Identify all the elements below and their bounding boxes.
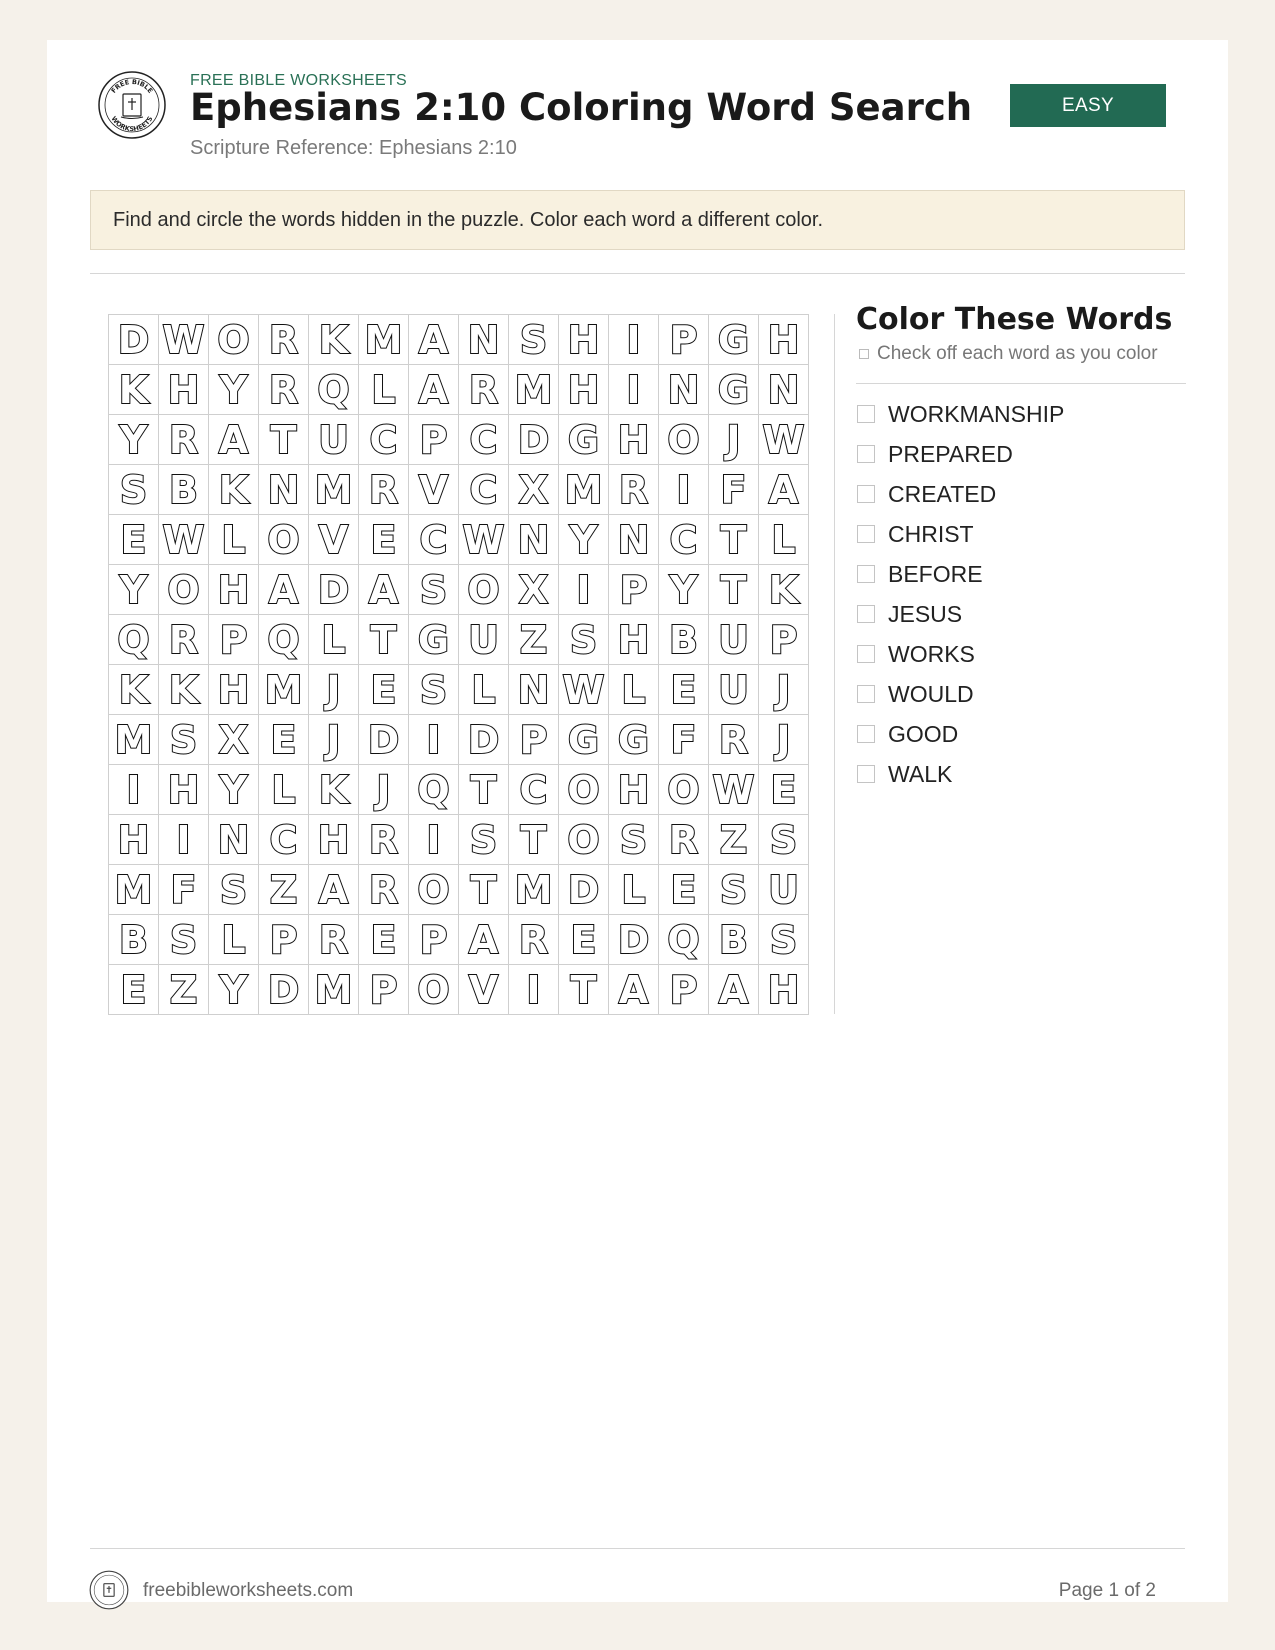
grid-cell[interactable]: N [659,365,709,415]
grid-cell[interactable]: P [259,915,309,965]
grid-cell[interactable]: Y [109,415,159,465]
grid-cell[interactable]: H [209,565,259,615]
grid-cell[interactable]: U [459,615,509,665]
grid-cell[interactable]: C [259,815,309,865]
grid-cell[interactable]: U [709,615,759,665]
grid-cell[interactable]: H [159,765,209,815]
grid-cell[interactable]: A [409,315,459,365]
grid-cell[interactable]: O [409,965,459,1015]
grid-cell[interactable]: H [209,665,259,715]
grid-cell[interactable]: O [559,765,609,815]
grid-cell[interactable]: I [409,815,459,865]
checkbox-icon [859,349,869,359]
grid-cell[interactable]: T [459,865,509,915]
grid-cell[interactable]: I [409,715,459,765]
grid-cell[interactable]: V [459,965,509,1015]
grid-cell[interactable]: M [359,315,409,365]
grid-cell[interactable]: Z [509,615,559,665]
grid-cell[interactable]: M [259,665,309,715]
grid-cell[interactable]: O [659,765,709,815]
word-list [856,394,1186,794]
grid-cell[interactable]: F [709,465,759,515]
grid-cell[interactable]: M [309,465,359,515]
grid-cell[interactable]: H [759,965,809,1015]
grid-cell[interactable]: S [759,915,809,965]
bible-logo-icon [97,70,167,140]
grid-cell[interactable]: L [309,615,359,665]
grid-cell[interactable]: H [609,615,659,665]
grid-cell[interactable]: E [759,765,809,815]
word-label: CREATED [888,480,997,507]
word-item[interactable] [856,594,1186,634]
grid-cell[interactable]: K [759,565,809,615]
grid-cell[interactable]: O [209,315,259,365]
header-divider [90,273,1185,274]
word-label: PREPARED [888,440,1013,467]
grid-cell[interactable]: Y [209,365,259,415]
word-label: GOOD [888,720,959,747]
grid-cell[interactable]: Y [109,565,159,615]
word-search-grid[interactable] [108,314,809,1015]
worksheet-page [47,40,1228,1602]
grid-cell[interactable]: S [159,915,209,965]
grid-cell[interactable]: T [709,515,759,565]
grid-cell[interactable]: D [359,715,409,765]
grid-cell[interactable]: Y [209,965,259,1015]
grid-cell[interactable]: R [359,465,409,515]
grid-cell[interactable]: C [459,465,509,515]
grid-cell[interactable]: S [709,865,759,915]
grid-cell[interactable]: M [109,715,159,765]
grid-cell[interactable]: C [509,765,559,815]
word-label: WOULD [888,680,974,707]
word-item[interactable] [856,474,1186,514]
grid-cell[interactable]: B [709,915,759,965]
word-item[interactable] [856,634,1186,674]
grid-cell[interactable]: E [259,715,309,765]
word-checkbox[interactable] [857,445,875,463]
word-checkbox[interactable] [857,605,875,623]
grid-cell[interactable]: X [209,715,259,765]
grid-cell[interactable]: Q [259,615,309,665]
grid-cell[interactable]: R [359,815,409,865]
grid-cell[interactable]: A [459,915,509,965]
grid-cell[interactable]: T [259,415,309,465]
grid-cell[interactable]: F [659,715,709,765]
grid-cell[interactable]: H [609,765,659,815]
grid-cell[interactable]: L [459,665,509,715]
grid-cell[interactable]: V [409,465,459,515]
grid-cell[interactable]: X [509,465,559,515]
grid-cell[interactable]: U [709,665,759,715]
grid-cell[interactable]: C [459,415,509,465]
grid-cell[interactable]: S [509,315,559,365]
grid-cell[interactable]: D [559,865,609,915]
word-checkbox[interactable] [857,565,875,583]
difficulty-badge: EASY [1010,84,1166,127]
word-label: WORKMANSHIP [888,400,1065,427]
grid-cell[interactable]: I [509,965,559,1015]
grid-cell[interactable]: T [459,765,509,815]
word-checkbox[interactable] [857,765,875,783]
grid-cell[interactable]: T [359,615,409,665]
word-checkbox[interactable] [857,525,875,543]
word-item[interactable] [856,674,1186,714]
grid-cell[interactable]: L [209,915,259,965]
grid-cell[interactable]: G [559,415,609,465]
grid-cell[interactable]: P [659,965,709,1015]
grid-cell[interactable]: E [559,915,609,965]
grid-cell[interactable]: P [659,315,709,365]
word-panel [856,302,1186,794]
word-checkbox[interactable] [857,725,875,743]
grid-cell[interactable]: G [709,315,759,365]
grid-cell[interactable]: N [259,465,309,515]
grid-cell[interactable]: O [459,565,509,615]
word-label: WORKS [888,640,975,667]
grid-cell[interactable]: D [459,715,509,765]
grid-cell[interactable]: R [159,615,209,665]
grid-cell[interactable]: W [159,315,209,365]
grid-cell[interactable]: A [309,865,359,915]
grid-cell[interactable]: F [159,865,209,915]
grid-cell[interactable]: I [659,465,709,515]
grid-cell[interactable]: N [509,515,559,565]
grid-cell[interactable]: R [309,915,359,965]
grid-cell[interactable]: Y [559,515,609,565]
grid-cell[interactable]: S [609,815,659,865]
footer-logo-icon [89,1570,129,1610]
grid-cell[interactable]: S [559,615,609,665]
grid-cell[interactable]: K [309,765,359,815]
grid-cell[interactable]: A [209,415,259,465]
grid-cell[interactable]: E [359,665,409,715]
grid-cell[interactable]: S [409,565,459,615]
word-label: WALK [888,760,953,787]
grid-cell[interactable]: J [709,415,759,465]
grid-cell[interactable]: M [509,365,559,415]
grid-cell[interactable]: B [109,915,159,965]
grid-cell[interactable]: Y [659,565,709,615]
grid-cell[interactable]: A [709,965,759,1015]
grid-cell[interactable]: L [609,665,659,715]
grid-cell[interactable]: L [359,365,409,415]
grid-cell[interactable]: U [309,415,359,465]
grid-cell[interactable]: A [259,565,309,615]
grid-cell[interactable]: L [759,515,809,565]
grid-cell[interactable]: K [309,315,359,365]
grid-cell[interactable]: E [109,515,159,565]
grid-cell[interactable]: Q [659,915,709,965]
grid-cell[interactable]: W [159,515,209,565]
grid-cell[interactable]: I [559,565,609,615]
grid-cell[interactable]: T [709,565,759,615]
word-panel-title: Color These Words [856,302,1173,337]
word-checkbox[interactable] [857,405,875,423]
grid-cell[interactable]: N [759,365,809,415]
word-label: BEFORE [888,560,983,587]
grid-cell[interactable]: M [309,965,359,1015]
grid-cell[interactable]: R [259,315,309,365]
word-item[interactable] [856,754,1186,794]
grid-cell[interactable]: A [759,465,809,515]
grid-cell[interactable]: M [559,465,609,515]
grid-cell[interactable]: P [609,565,659,615]
grid-cell[interactable]: J [309,665,359,715]
grid-cell[interactable]: C [409,515,459,565]
grid-cell[interactable]: H [559,365,609,415]
grid-cell[interactable]: E [659,665,709,715]
grid-cell[interactable]: H [309,815,359,865]
grid-cell[interactable]: E [359,915,409,965]
grid-cell[interactable]: G [559,715,609,765]
grid-cell[interactable]: R [509,915,559,965]
instructions-box [90,190,1185,250]
logo-text-top: FREE BIBLE [109,77,155,95]
grid-cell[interactable]: S [159,715,209,765]
grid-cell[interactable]: P [409,915,459,965]
grid-cell[interactable]: H [759,315,809,365]
grid-cell[interactable]: P [359,965,409,1015]
grid-cell[interactable]: M [509,865,559,915]
word-panel-subtitle [856,343,1186,365]
grid-cell[interactable]: D [109,315,159,365]
grid-cell[interactable]: K [109,665,159,715]
grid-cell[interactable]: X [509,565,559,615]
grid-cell[interactable]: J [359,765,409,815]
grid-cell[interactable]: T [509,815,559,865]
grid-cell[interactable]: O [259,515,309,565]
grid-cell[interactable]: W [459,515,509,565]
grid-cell[interactable]: G [409,615,459,665]
grid-cell[interactable]: I [609,315,659,365]
grid-cell[interactable]: S [459,815,509,865]
grid-cell[interactable]: I [109,765,159,815]
grid-cell[interactable]: V [309,515,359,565]
grid-cell[interactable]: O [409,865,459,915]
grid-cell[interactable]: Q [409,765,459,815]
grid-cell[interactable]: R [359,865,409,915]
grid-cell[interactable]: A [409,365,459,415]
word-checkbox[interactable] [857,645,875,663]
grid-cell[interactable]: N [609,515,659,565]
footer-divider [90,1548,1185,1549]
grid-cell[interactable]: O [659,415,709,465]
grid-cell[interactable]: B [159,465,209,515]
grid-cell[interactable]: R [259,365,309,415]
word-checkbox[interactable] [857,685,875,703]
grid-cell[interactable]: Z [709,815,759,865]
grid-cell[interactable]: P [409,415,459,465]
grid-cell[interactable]: H [609,415,659,465]
grid-cell[interactable]: P [509,715,559,765]
grid-cell[interactable]: J [309,715,359,765]
grid-cell[interactable]: Q [109,615,159,665]
grid-cell[interactable]: T [559,965,609,1015]
word-item[interactable] [856,514,1186,554]
grid-cell[interactable]: L [259,765,309,815]
grid-cell[interactable]: S [759,815,809,865]
grid-cell[interactable]: D [259,965,309,1015]
grid-cell[interactable]: D [609,915,659,965]
grid-cell[interactable]: P [759,615,809,665]
grid-cell[interactable]: R [709,715,759,765]
grid-cell[interactable]: D [509,415,559,465]
grid-cell[interactable]: Y [209,765,259,815]
grid-cell[interactable]: I [609,365,659,415]
word-item[interactable] [856,554,1186,594]
footer-site-link[interactable]: freebibleworksheets.com [143,1580,354,1601]
grid-cell[interactable]: I [159,815,209,865]
grid-cell[interactable]: A [609,965,659,1015]
grid-cell[interactable]: E [359,515,409,565]
grid-cell[interactable]: Q [309,365,359,415]
grid-cell[interactable]: R [659,815,709,865]
grid-cell[interactable]: J [759,665,809,715]
grid-cell[interactable]: R [609,465,659,515]
grid-cell[interactable]: S [109,465,159,515]
grid-cell[interactable]: R [459,365,509,415]
grid-cell[interactable]: K [109,365,159,415]
grid-cell[interactable]: W [759,415,809,465]
grid-cell[interactable]: G [709,365,759,415]
column-divider [834,314,835,1014]
logo-text-bottom: WORKSHEETS [109,114,155,134]
grid-cell[interactable]: N [209,815,259,865]
grid-cell[interactable]: W [709,765,759,815]
word-item[interactable] [856,714,1186,754]
word-panel-divider [856,383,1186,384]
grid-cell[interactable]: C [659,515,709,565]
grid-cell[interactable]: H [159,365,209,415]
word-item[interactable] [856,394,1186,434]
grid-cell[interactable]: R [159,415,209,465]
grid-cell[interactable]: B [659,615,709,665]
grid-cell[interactable]: E [659,865,709,915]
grid-cell[interactable]: H [109,815,159,865]
grid-cell[interactable]: K [209,465,259,515]
grid-cell[interactable]: N [459,315,509,365]
grid-cell[interactable]: N [509,665,559,715]
grid-cell[interactable]: S [409,665,459,715]
grid-cell[interactable]: Z [159,965,209,1015]
grid-cell[interactable]: G [609,715,659,765]
grid-cell[interactable]: K [159,665,209,715]
site-kicker: FREE BIBLE WORKSHEETS [190,72,408,89]
instructions-text: Find and circle the words hidden in the puzzle. Color each word a different color. [113,208,824,231]
word-checkbox[interactable] [857,485,875,503]
grid-cell[interactable]: P [209,615,259,665]
scripture-reference: Scripture Reference: Ephesians 2:10 [190,137,517,159]
word-label: JESUS [888,600,963,627]
grid-cell[interactable]: Z [259,865,309,915]
grid-cell[interactable]: S [209,865,259,915]
word-item[interactable] [856,434,1186,474]
page-title: Ephesians 2:10 Coloring Word Search [190,86,973,129]
grid-cell[interactable]: H [559,315,609,365]
grid-cell[interactable]: L [609,865,659,915]
grid-cell[interactable]: W [559,665,609,715]
word-panel-subtitle-text: Check off each word as you color [877,343,1158,364]
grid-cell[interactable]: L [209,515,259,565]
grid-cell[interactable]: E [109,965,159,1015]
word-label: CHRIST [888,520,974,547]
grid-cell[interactable]: M [109,865,159,915]
grid-cell[interactable]: O [559,815,609,865]
grid-cell[interactable]: D [309,565,359,615]
footer-page-number: Page 1 of 2 [1058,1580,1156,1601]
grid-cell[interactable]: C [359,415,409,465]
grid-cell[interactable]: O [159,565,209,615]
grid-cell[interactable]: A [359,565,409,615]
grid-cell[interactable]: J [759,715,809,765]
grid-cell[interactable]: U [759,865,809,915]
